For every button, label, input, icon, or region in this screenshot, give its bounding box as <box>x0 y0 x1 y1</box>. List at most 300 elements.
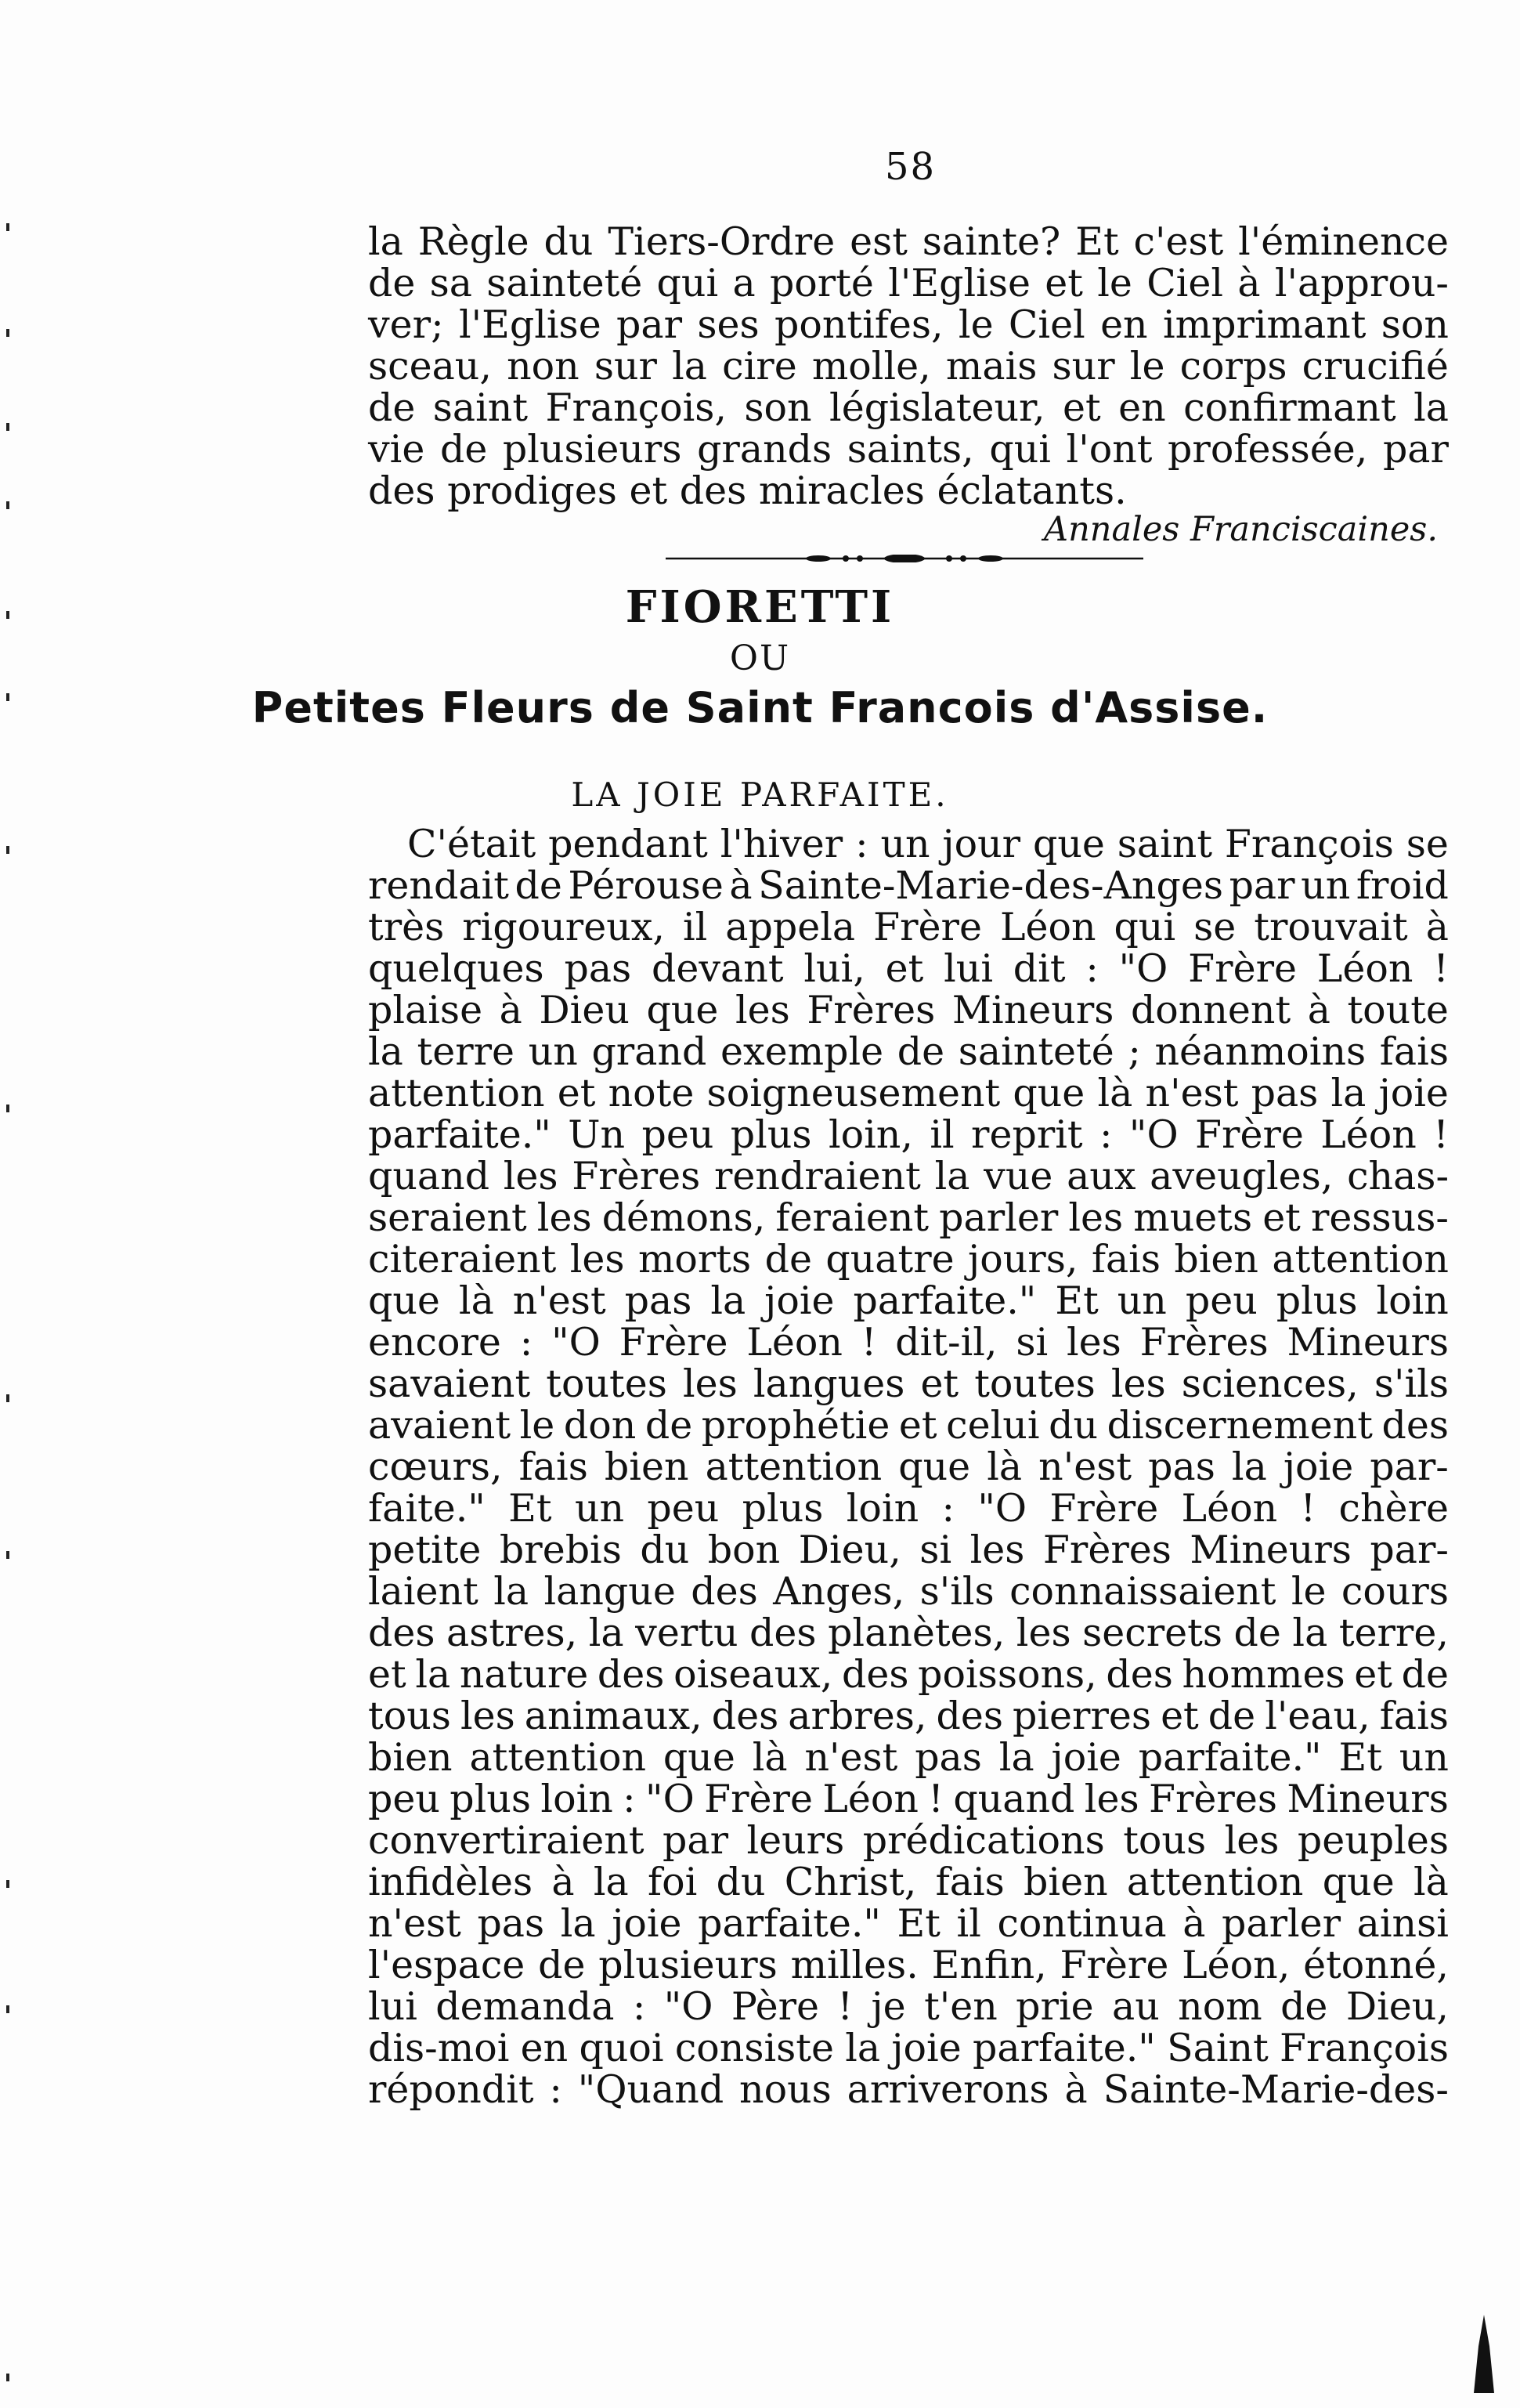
word: pas <box>1148 1444 1215 1489</box>
word: en <box>1100 302 1148 347</box>
word: Enfin, <box>931 1943 1047 1987</box>
text-line <box>368 1112 1449 1157</box>
word: brebis <box>499 1528 622 1572</box>
word: morts <box>637 1237 752 1282</box>
scan-mark <box>6 501 9 509</box>
word: le <box>1291 1569 1327 1614</box>
scan-mark <box>6 846 9 854</box>
text-line <box>368 907 1449 948</box>
word: hommes <box>1182 1652 1345 1697</box>
scan-mark <box>6 2005 9 2013</box>
word: les <box>1084 1777 1139 1821</box>
word: arbres, <box>788 1694 927 1738</box>
word: de <box>1401 1652 1449 1697</box>
word: de <box>514 863 562 908</box>
word: bien <box>368 1735 453 1780</box>
word: aux <box>1067 1154 1136 1199</box>
word: le <box>1097 261 1132 306</box>
word: chas- <box>1347 1154 1449 1199</box>
word: connaissaient <box>1009 1569 1276 1614</box>
word: de <box>764 1237 812 1282</box>
word: attention <box>368 1071 545 1115</box>
word: qui <box>656 261 719 306</box>
word: ; <box>1128 1029 1141 1074</box>
word: planètes, <box>828 1611 1006 1655</box>
word: les <box>969 1528 1025 1572</box>
word: sainteté <box>486 261 643 306</box>
scan-mark <box>6 1105 9 1112</box>
word: n'est <box>368 1901 461 1946</box>
word: animaux, <box>524 1694 702 1738</box>
word: peu <box>647 1486 720 1531</box>
word: quatre <box>825 1237 955 1282</box>
word: milles. <box>790 1943 919 1987</box>
word: l'éminence <box>1238 219 1449 264</box>
text-line <box>368 1820 1449 1861</box>
word: bien <box>604 1444 689 1489</box>
word: un <box>574 1486 625 1531</box>
word: note <box>608 1071 695 1115</box>
word: les <box>1110 1361 1166 1406</box>
word: de <box>1233 1611 1281 1655</box>
word: des <box>936 1694 1003 1738</box>
word: vue <box>984 1154 1053 1199</box>
word: quand <box>953 1777 1075 1821</box>
word: la <box>588 1611 624 1655</box>
word: se <box>1193 905 1237 949</box>
word: Et <box>508 1486 552 1531</box>
text-line <box>368 1322 1449 1363</box>
word: les <box>1016 1611 1071 1655</box>
word: que <box>368 1278 440 1323</box>
word: à <box>1182 1901 1206 1946</box>
word: cœurs, <box>368 1444 503 1489</box>
word: Frères <box>807 988 936 1032</box>
text-line <box>368 2028 1449 2069</box>
text-line <box>368 1571 1449 1612</box>
word: la <box>710 1278 746 1323</box>
word: Et <box>897 1901 941 1946</box>
word: pas <box>1251 1071 1319 1115</box>
word: en <box>1118 385 1166 430</box>
word: la <box>493 1569 529 1614</box>
word: plus <box>730 1112 812 1157</box>
word: bon <box>707 1528 781 1572</box>
word: à <box>1237 261 1261 306</box>
word: ! <box>1433 946 1449 991</box>
text-line <box>368 1862 1449 1903</box>
word: de <box>644 1403 693 1448</box>
word: du <box>543 219 594 264</box>
text-line <box>368 1530 1449 1571</box>
word: avaient <box>368 1403 511 1448</box>
text-line <box>368 385 1449 430</box>
word: que <box>1032 822 1105 866</box>
word: crucifié <box>1302 344 1449 389</box>
word: jour <box>942 822 1021 866</box>
word: terre, <box>1338 1611 1449 1655</box>
word: de <box>1280 1984 1328 2029</box>
text-line <box>368 346 1449 387</box>
word: ses <box>697 302 760 347</box>
word: des <box>711 1694 779 1738</box>
word: tous <box>1123 1818 1207 1863</box>
word: et <box>1063 385 1101 430</box>
word: par- <box>1370 1444 1449 1489</box>
word: fais <box>935 1860 1005 1904</box>
word: terre <box>417 1029 515 1074</box>
word: les <box>569 1237 625 1282</box>
word: Frère <box>1195 1112 1304 1157</box>
word: attention <box>1126 1860 1304 1904</box>
word: infidèles <box>368 1860 533 1904</box>
word: l'hiver <box>720 822 843 866</box>
word: Dieu <box>539 988 630 1032</box>
word: sceau, <box>368 344 492 389</box>
word: les <box>682 1361 738 1406</box>
word: grands <box>697 427 832 472</box>
text-line <box>368 1278 1449 1323</box>
word: seraient <box>368 1195 527 1240</box>
word: dis-moi <box>368 2026 510 2070</box>
word: leurs <box>746 1818 845 1863</box>
word: Frère <box>704 1777 813 1821</box>
word: demanda <box>435 1984 615 2029</box>
word: législateur, <box>829 385 1045 430</box>
word: un <box>880 822 930 866</box>
word: plus <box>742 1486 824 1531</box>
word: muets <box>1133 1195 1253 1240</box>
word: dit <box>1013 946 1066 991</box>
word: l'Eglise <box>458 302 601 347</box>
text-line <box>407 824 1449 865</box>
word: si <box>1016 1320 1049 1365</box>
word: de <box>368 261 416 306</box>
word: attention <box>705 1444 883 1489</box>
word: un <box>528 1029 578 1074</box>
text-line <box>368 468 1449 513</box>
word: reprit <box>971 1112 1083 1157</box>
word: et <box>885 946 924 991</box>
word: plaise <box>368 988 483 1032</box>
word: Mineurs <box>951 988 1114 1032</box>
word: Et <box>1338 1735 1382 1780</box>
text-line <box>368 263 1449 304</box>
word: secrets <box>1082 1611 1222 1655</box>
word: a <box>732 261 756 306</box>
word: donnent <box>1130 988 1291 1032</box>
word: Sainte-Marie-des-Anges <box>758 863 1223 908</box>
word: chère <box>1338 1486 1449 1531</box>
word: fais <box>1091 1237 1161 1282</box>
word: prie <box>1016 1984 1094 2029</box>
word: le <box>519 1403 555 1448</box>
word: à <box>1307 988 1330 1032</box>
text-line <box>368 863 1449 908</box>
text-line <box>368 1488 1449 1529</box>
word: est <box>850 219 908 264</box>
word: : <box>1099 1112 1113 1157</box>
word: Anges, <box>773 1569 905 1614</box>
word: Dieu, <box>798 1528 901 1572</box>
word: porté <box>769 261 874 306</box>
text-line <box>368 1984 1449 2029</box>
text-line <box>368 1029 1449 1074</box>
word: exemple <box>720 1029 884 1074</box>
word: que <box>663 1735 735 1780</box>
word: mais <box>945 344 1038 389</box>
word: François, <box>545 385 727 430</box>
word: langue <box>543 1569 676 1614</box>
word: pas <box>915 1735 982 1780</box>
word: sainteté <box>958 1029 1114 1074</box>
chapter-subtitle: Petites Fleurs de Saint Francois d'Assise. <box>251 683 1269 732</box>
word: confirmant <box>1183 385 1396 430</box>
scan-corner-mark <box>1474 2315 1494 2393</box>
word: Léon <box>1320 1112 1417 1157</box>
word: Frères <box>1139 1320 1269 1365</box>
word: Tiers-Ordre <box>608 219 836 264</box>
word: et <box>920 1361 959 1406</box>
word: Ciel <box>1146 261 1224 306</box>
word: Léon <box>746 1320 843 1365</box>
word: et <box>1045 261 1083 306</box>
word: de <box>1208 1694 1256 1738</box>
word: et <box>1161 1694 1199 1738</box>
word: que <box>1013 1071 1085 1115</box>
word: ressus- <box>1310 1195 1449 1240</box>
word: froid <box>1356 863 1449 908</box>
word: la <box>368 1029 403 1074</box>
text-line <box>368 1405 1449 1446</box>
word: Saint <box>1167 2026 1269 2070</box>
word: s'ils <box>919 1569 995 1614</box>
word: C'était <box>407 822 536 866</box>
word: discernement <box>1107 1403 1373 1448</box>
scan-mark <box>6 329 9 337</box>
word: les <box>460 1694 515 1738</box>
word: prédications <box>862 1818 1105 1863</box>
word: nature <box>459 1652 589 1697</box>
word: François <box>1280 2026 1449 2070</box>
word: à <box>729 863 753 908</box>
word: à <box>499 988 522 1032</box>
title-conjunction: OU <box>729 638 791 678</box>
text-line <box>368 2067 1449 2112</box>
word: sainte? <box>922 219 1061 264</box>
word: éclatants. <box>937 468 1127 513</box>
word: qui <box>1114 905 1176 949</box>
word: faite." <box>368 1486 486 1531</box>
word: fais <box>518 1444 588 1489</box>
word: peu <box>1185 1278 1258 1323</box>
word: un <box>1399 1735 1449 1780</box>
word: : <box>519 1320 533 1365</box>
scan-mark <box>6 2374 9 2381</box>
word: quelques <box>368 946 544 991</box>
word: n'est <box>804 1735 898 1780</box>
word: à <box>1425 905 1449 949</box>
word: convertiraient <box>368 1818 644 1863</box>
word: son <box>744 385 812 430</box>
word: par <box>616 302 683 347</box>
word: "O <box>663 1984 713 2029</box>
word: de <box>439 427 488 472</box>
word: Mineurs <box>1190 1528 1352 1572</box>
word: Mineurs <box>1287 1320 1449 1365</box>
word: les <box>1068 1195 1124 1240</box>
word: le <box>958 302 994 347</box>
word: appela <box>725 905 856 949</box>
word: Dieu, <box>1345 1984 1449 2029</box>
text-line <box>368 1073 1449 1114</box>
word: vertu <box>635 1611 738 1655</box>
word: : <box>855 822 868 866</box>
word: "O <box>1118 946 1168 991</box>
source-citation: Annales Franciscaines. <box>1044 510 1438 549</box>
page-number: 58 <box>885 145 937 189</box>
word: des <box>597 1652 665 1697</box>
word: François <box>1224 822 1394 866</box>
word: saint <box>432 385 529 430</box>
word: pontifes, <box>774 302 944 347</box>
word: Père <box>731 1984 820 2029</box>
text-line <box>368 219 1449 264</box>
word: fais <box>1379 1694 1449 1738</box>
word: Pérouse <box>568 863 724 908</box>
word: rendait <box>368 863 509 908</box>
word: devant <box>652 946 784 991</box>
word: plus <box>450 1777 532 1821</box>
scan-mark <box>6 423 9 431</box>
word: "O <box>551 1320 601 1365</box>
word: que <box>646 988 719 1032</box>
word: la <box>593 1860 629 1904</box>
word: Règle <box>417 219 529 264</box>
word: bien <box>1024 1860 1108 1904</box>
word: qui <box>989 427 1051 472</box>
word: l'Eglise <box>888 261 1031 306</box>
word: sa <box>429 261 473 306</box>
word: et <box>629 468 680 513</box>
word: savaient <box>368 1361 531 1406</box>
text-line <box>368 1945 1449 1986</box>
word: corps <box>1179 344 1287 389</box>
word: don <box>563 1403 637 1448</box>
word: soigneusement <box>706 1071 1001 1115</box>
word: : <box>632 1984 646 2029</box>
word: de <box>897 1029 945 1074</box>
word: pas <box>564 946 632 991</box>
word: étonné, <box>1303 1943 1449 1987</box>
word: parler <box>1222 1901 1341 1946</box>
word: il <box>956 1901 981 1946</box>
word: joie <box>1283 1444 1354 1489</box>
word: Léon <box>999 905 1096 949</box>
word: parfaite." <box>853 1278 1037 1323</box>
word: non <box>507 344 579 389</box>
word: je <box>871 1984 906 2029</box>
word: lui <box>368 1984 417 2029</box>
text-line <box>368 1195 1449 1240</box>
word: un <box>1301 863 1351 908</box>
word: trouvait <box>1254 905 1408 949</box>
word: Frère <box>1049 1486 1159 1531</box>
word: rendraient <box>713 1154 921 1199</box>
word: Léon <box>1316 946 1413 991</box>
word: les <box>1224 1818 1280 1863</box>
word: saints, <box>847 427 974 472</box>
scan-mark <box>6 223 9 231</box>
word: et <box>898 1403 937 1448</box>
word: loin <box>846 1486 919 1531</box>
word: de <box>368 385 416 430</box>
ornamental-divider <box>666 555 1143 562</box>
word: joie <box>764 1278 835 1323</box>
word: Frère <box>1188 946 1297 991</box>
word: Léon, <box>1182 1943 1291 1987</box>
word: lui <box>944 946 993 991</box>
word: quoi <box>579 2026 664 2070</box>
word: là <box>458 1278 494 1323</box>
word: là <box>1413 1860 1449 1904</box>
word: "O <box>977 1486 1027 1531</box>
word: la <box>1330 1071 1367 1115</box>
word: la <box>368 219 403 264</box>
word: la <box>934 1154 970 1199</box>
word: démons, <box>601 1195 766 1240</box>
word: miracles <box>758 468 937 513</box>
text-line <box>368 1156 1449 1197</box>
word: l'espace <box>368 1943 525 1987</box>
word: toutes <box>546 1361 667 1406</box>
word: joie <box>612 1901 682 1946</box>
word: plusieurs <box>502 427 682 472</box>
word: n'est <box>1145 1071 1239 1115</box>
word: parfaite." <box>368 1112 551 1157</box>
word: à <box>551 1860 575 1904</box>
word: un <box>1117 1278 1167 1323</box>
word: grand <box>591 1029 707 1074</box>
word: c'est <box>1133 219 1224 264</box>
word: pendant <box>548 822 708 866</box>
word: feraient <box>775 1195 930 1240</box>
text-line <box>368 429 1449 470</box>
word: peuples <box>1297 1818 1449 1863</box>
word: joie <box>1378 1071 1449 1115</box>
word: "Quand <box>577 2067 724 2112</box>
word: continua <box>997 1901 1167 1946</box>
text-line <box>368 990 1449 1031</box>
text-line <box>368 1696 1449 1737</box>
word: la <box>998 1735 1034 1780</box>
word: loin <box>1376 1278 1449 1323</box>
word: Léon <box>822 1777 919 1821</box>
word: des <box>842 1652 909 1697</box>
word: bien <box>1174 1237 1258 1282</box>
word: la <box>672 344 708 389</box>
word: et <box>1262 1195 1301 1240</box>
word: que <box>1322 1860 1395 1904</box>
word: les <box>735 988 790 1032</box>
word: citeraient <box>368 1237 557 1282</box>
word: poissons, <box>918 1652 1097 1697</box>
word: nom <box>1178 1984 1262 2029</box>
text-line <box>368 302 1449 347</box>
word: au <box>1112 1984 1160 2029</box>
word: par- <box>1370 1528 1449 1572</box>
word: ! <box>861 1320 877 1365</box>
